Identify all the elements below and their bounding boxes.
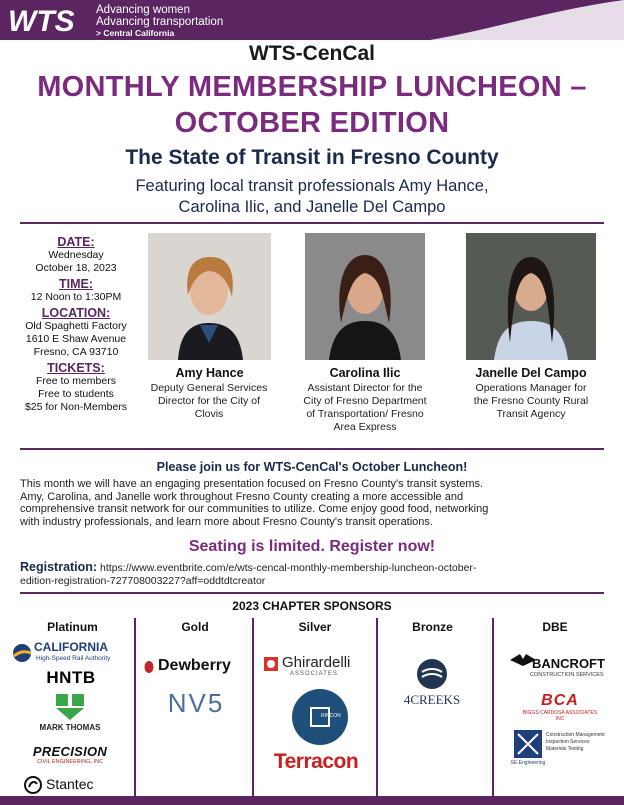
stantec-icon bbox=[24, 776, 42, 794]
se-line: Inspection Services bbox=[546, 739, 590, 745]
divider-top bbox=[20, 222, 604, 224]
tagline-line3: > Central California bbox=[96, 28, 175, 39]
tier-divider bbox=[492, 618, 494, 798]
4creeks-logo bbox=[400, 658, 464, 718]
dewberry-icon bbox=[144, 659, 154, 673]
rincon-text: RINCON bbox=[321, 713, 341, 719]
se-sub: SE Engineering bbox=[510, 760, 546, 766]
hsr-text: High-Speed Rail Authority bbox=[36, 655, 111, 662]
event-title bbox=[10, 69, 614, 141]
tagline-line2: Advancing transportation bbox=[96, 16, 224, 29]
speaker-name-janelle: Janelle Del Campo bbox=[475, 366, 587, 380]
mark-thomas-icon bbox=[56, 694, 84, 720]
mark-thomas-text: MARK THOMAS bbox=[39, 723, 101, 732]
role-line: Deputy General Services bbox=[150, 382, 268, 394]
nv5-logo: NV5 bbox=[167, 688, 225, 718]
location-line1: Old Spaghetti Factory bbox=[25, 320, 127, 332]
mark-thomas-logo bbox=[20, 694, 120, 736]
role-line: of Transportation/ Fresno bbox=[306, 408, 424, 420]
dewberry-text: Dewberry bbox=[158, 657, 231, 674]
tickets-label: TICKETS: bbox=[47, 361, 105, 375]
bancroft-logo bbox=[506, 652, 610, 682]
role-line: Operations Manager for bbox=[475, 382, 587, 394]
speaker-photo-carolina bbox=[305, 233, 425, 360]
ghirardelli-icon bbox=[264, 657, 278, 671]
speaker-photo-janelle bbox=[466, 233, 596, 360]
terracon-logo: Terracon bbox=[273, 750, 359, 773]
description-line: This month we will have an engaging presentation focused on Fresno County's transit systems. bbox=[20, 478, 484, 490]
time-value: 12 Noon to 1:30PM bbox=[30, 291, 122, 303]
time-label: TIME: bbox=[58, 277, 94, 291]
se-line: Construction Management bbox=[546, 732, 605, 738]
stantec-text: Stantec bbox=[46, 776, 94, 792]
location-label: LOCATION: bbox=[41, 306, 111, 320]
role-line: Area Express bbox=[333, 421, 397, 433]
description-line: Amy, Carolina, and Janelle work throughout Fresno County creating a more accessible and bbox=[20, 490, 464, 503]
footer-band bbox=[0, 796, 624, 805]
role-line: Assistant Director for the bbox=[307, 382, 423, 394]
tickets-line1: Free to members bbox=[36, 375, 116, 387]
tickets-line2: Free to students bbox=[38, 388, 114, 400]
event-title-line2: OCTOBER EDITION bbox=[174, 107, 450, 139]
event-info-column bbox=[6, 233, 146, 414]
header-swoop-graphic bbox=[430, 0, 624, 40]
ghirardelli-sub: ASSOCIATES bbox=[290, 671, 338, 677]
role-line: Director for the City of bbox=[157, 395, 261, 407]
tier-divider bbox=[134, 618, 136, 798]
se-engineering-logo bbox=[510, 728, 614, 772]
registration-link[interactable]: https://www.eventbrite.com/e/wts-cencal-monthly-membership-luncheon-october- bbox=[100, 562, 477, 574]
se-services-text bbox=[546, 732, 612, 753]
california-text: CALIFORNIA bbox=[34, 640, 108, 654]
hntb-logo: HNTB bbox=[46, 668, 96, 687]
description-line: comprehensive transit network for our communities to utilize. Come enjoy good food, networking bbox=[20, 503, 489, 516]
bancroft-text: BANCROFT bbox=[532, 656, 605, 671]
registration-block bbox=[20, 561, 615, 588]
dewberry-logo bbox=[142, 656, 248, 678]
featuring-text bbox=[90, 176, 534, 218]
ghirardelli-text: Ghirardelli bbox=[282, 654, 351, 671]
seating-callout: Seating is limited. Register now! bbox=[188, 538, 436, 555]
description-text bbox=[20, 478, 610, 528]
precision-text: PRECISION bbox=[32, 744, 108, 759]
divider-sponsors bbox=[20, 592, 604, 594]
speaker-role-carolina bbox=[288, 382, 442, 434]
sponsors-title: 2023 CHAPTER SPONSORS bbox=[232, 599, 392, 613]
california-hsr-logo bbox=[12, 638, 132, 668]
tickets-line3: $25 for Non-Members bbox=[24, 401, 128, 413]
4creeks-text: 4CREEKS bbox=[403, 692, 461, 707]
tagline-line1: Advancing women bbox=[96, 4, 190, 16]
registration-label: Registration: bbox=[20, 560, 98, 574]
precision-sub: CIVIL ENGINEERING, INC bbox=[36, 759, 104, 765]
location-line3: Fresno, CA 93710 bbox=[33, 346, 119, 358]
tier-divider bbox=[376, 618, 378, 798]
rincon-logo bbox=[291, 688, 349, 746]
bancroft-sub: CONSTRUCTION SERVICES bbox=[530, 672, 604, 678]
role-line: the Fresno County Rural bbox=[473, 395, 589, 407]
bcr-sub: BIGGS CARDOSA ASSOCIATES INC bbox=[522, 710, 598, 722]
event-title-line1: MONTHLY MEMBERSHIP LUNCHEON – bbox=[37, 71, 587, 103]
tier-bronze: Bronze bbox=[412, 620, 453, 634]
se-engineering-icon bbox=[514, 730, 542, 758]
header-tagline bbox=[96, 4, 223, 38]
speaker-photo-amy bbox=[148, 233, 271, 360]
divider-middle bbox=[20, 448, 604, 450]
stantec-logo bbox=[24, 774, 124, 796]
tier-divider bbox=[252, 618, 254, 798]
speaker-name-amy: Amy Hance bbox=[175, 366, 244, 380]
date-day: Wednesday bbox=[48, 249, 104, 261]
tier-platinum: Platinum bbox=[47, 620, 98, 634]
precision-logo bbox=[22, 744, 118, 768]
role-line: Clovis bbox=[194, 408, 224, 420]
header-banner bbox=[0, 0, 624, 40]
svg-text:WTS: WTS bbox=[8, 5, 75, 37]
join-heading: Please join us for WTS-CenCal's October Luncheon! bbox=[156, 460, 468, 474]
role-line: City of Fresno Department bbox=[303, 395, 427, 407]
bcr-text: BCA bbox=[541, 692, 579, 709]
featuring-line1: Featuring local transit professionals Amy Hance, bbox=[135, 177, 489, 195]
registration-link-cont[interactable]: edition-registration-727708003227?aff=oddtdtcreator bbox=[20, 575, 266, 587]
tier-gold: Gold bbox=[181, 620, 209, 634]
wts-logo bbox=[6, 3, 91, 37]
date-label: DATE: bbox=[57, 235, 95, 249]
speaker-name-carolina: Carolina Ilic bbox=[329, 366, 401, 380]
se-line: Materials Testing bbox=[546, 746, 584, 752]
chapter-name: WTS-CenCal bbox=[249, 42, 375, 65]
speaker-role-janelle bbox=[455, 382, 607, 421]
ghirardelli-logo bbox=[262, 654, 372, 680]
date-value: October 18, 2023 bbox=[35, 262, 117, 274]
featuring-line2: Carolina Ilic, and Janelle Del Campo bbox=[178, 198, 446, 216]
bcr-logo bbox=[518, 692, 602, 720]
hsr-emblem-icon bbox=[12, 643, 32, 663]
description-line: with industry professionals, and learn more about Fresno County's transit operations. bbox=[20, 515, 433, 528]
4creeks-icon bbox=[416, 658, 448, 690]
tier-silver: Silver bbox=[298, 620, 332, 634]
speaker-role-amy bbox=[140, 382, 278, 421]
location-line2: 1610 E Shaw Avenue bbox=[25, 333, 127, 345]
event-subtitle: The State of Transit in Fresno County bbox=[125, 146, 499, 169]
role-line: Transit Agency bbox=[496, 408, 566, 420]
tier-dbe: DBE bbox=[542, 620, 568, 634]
